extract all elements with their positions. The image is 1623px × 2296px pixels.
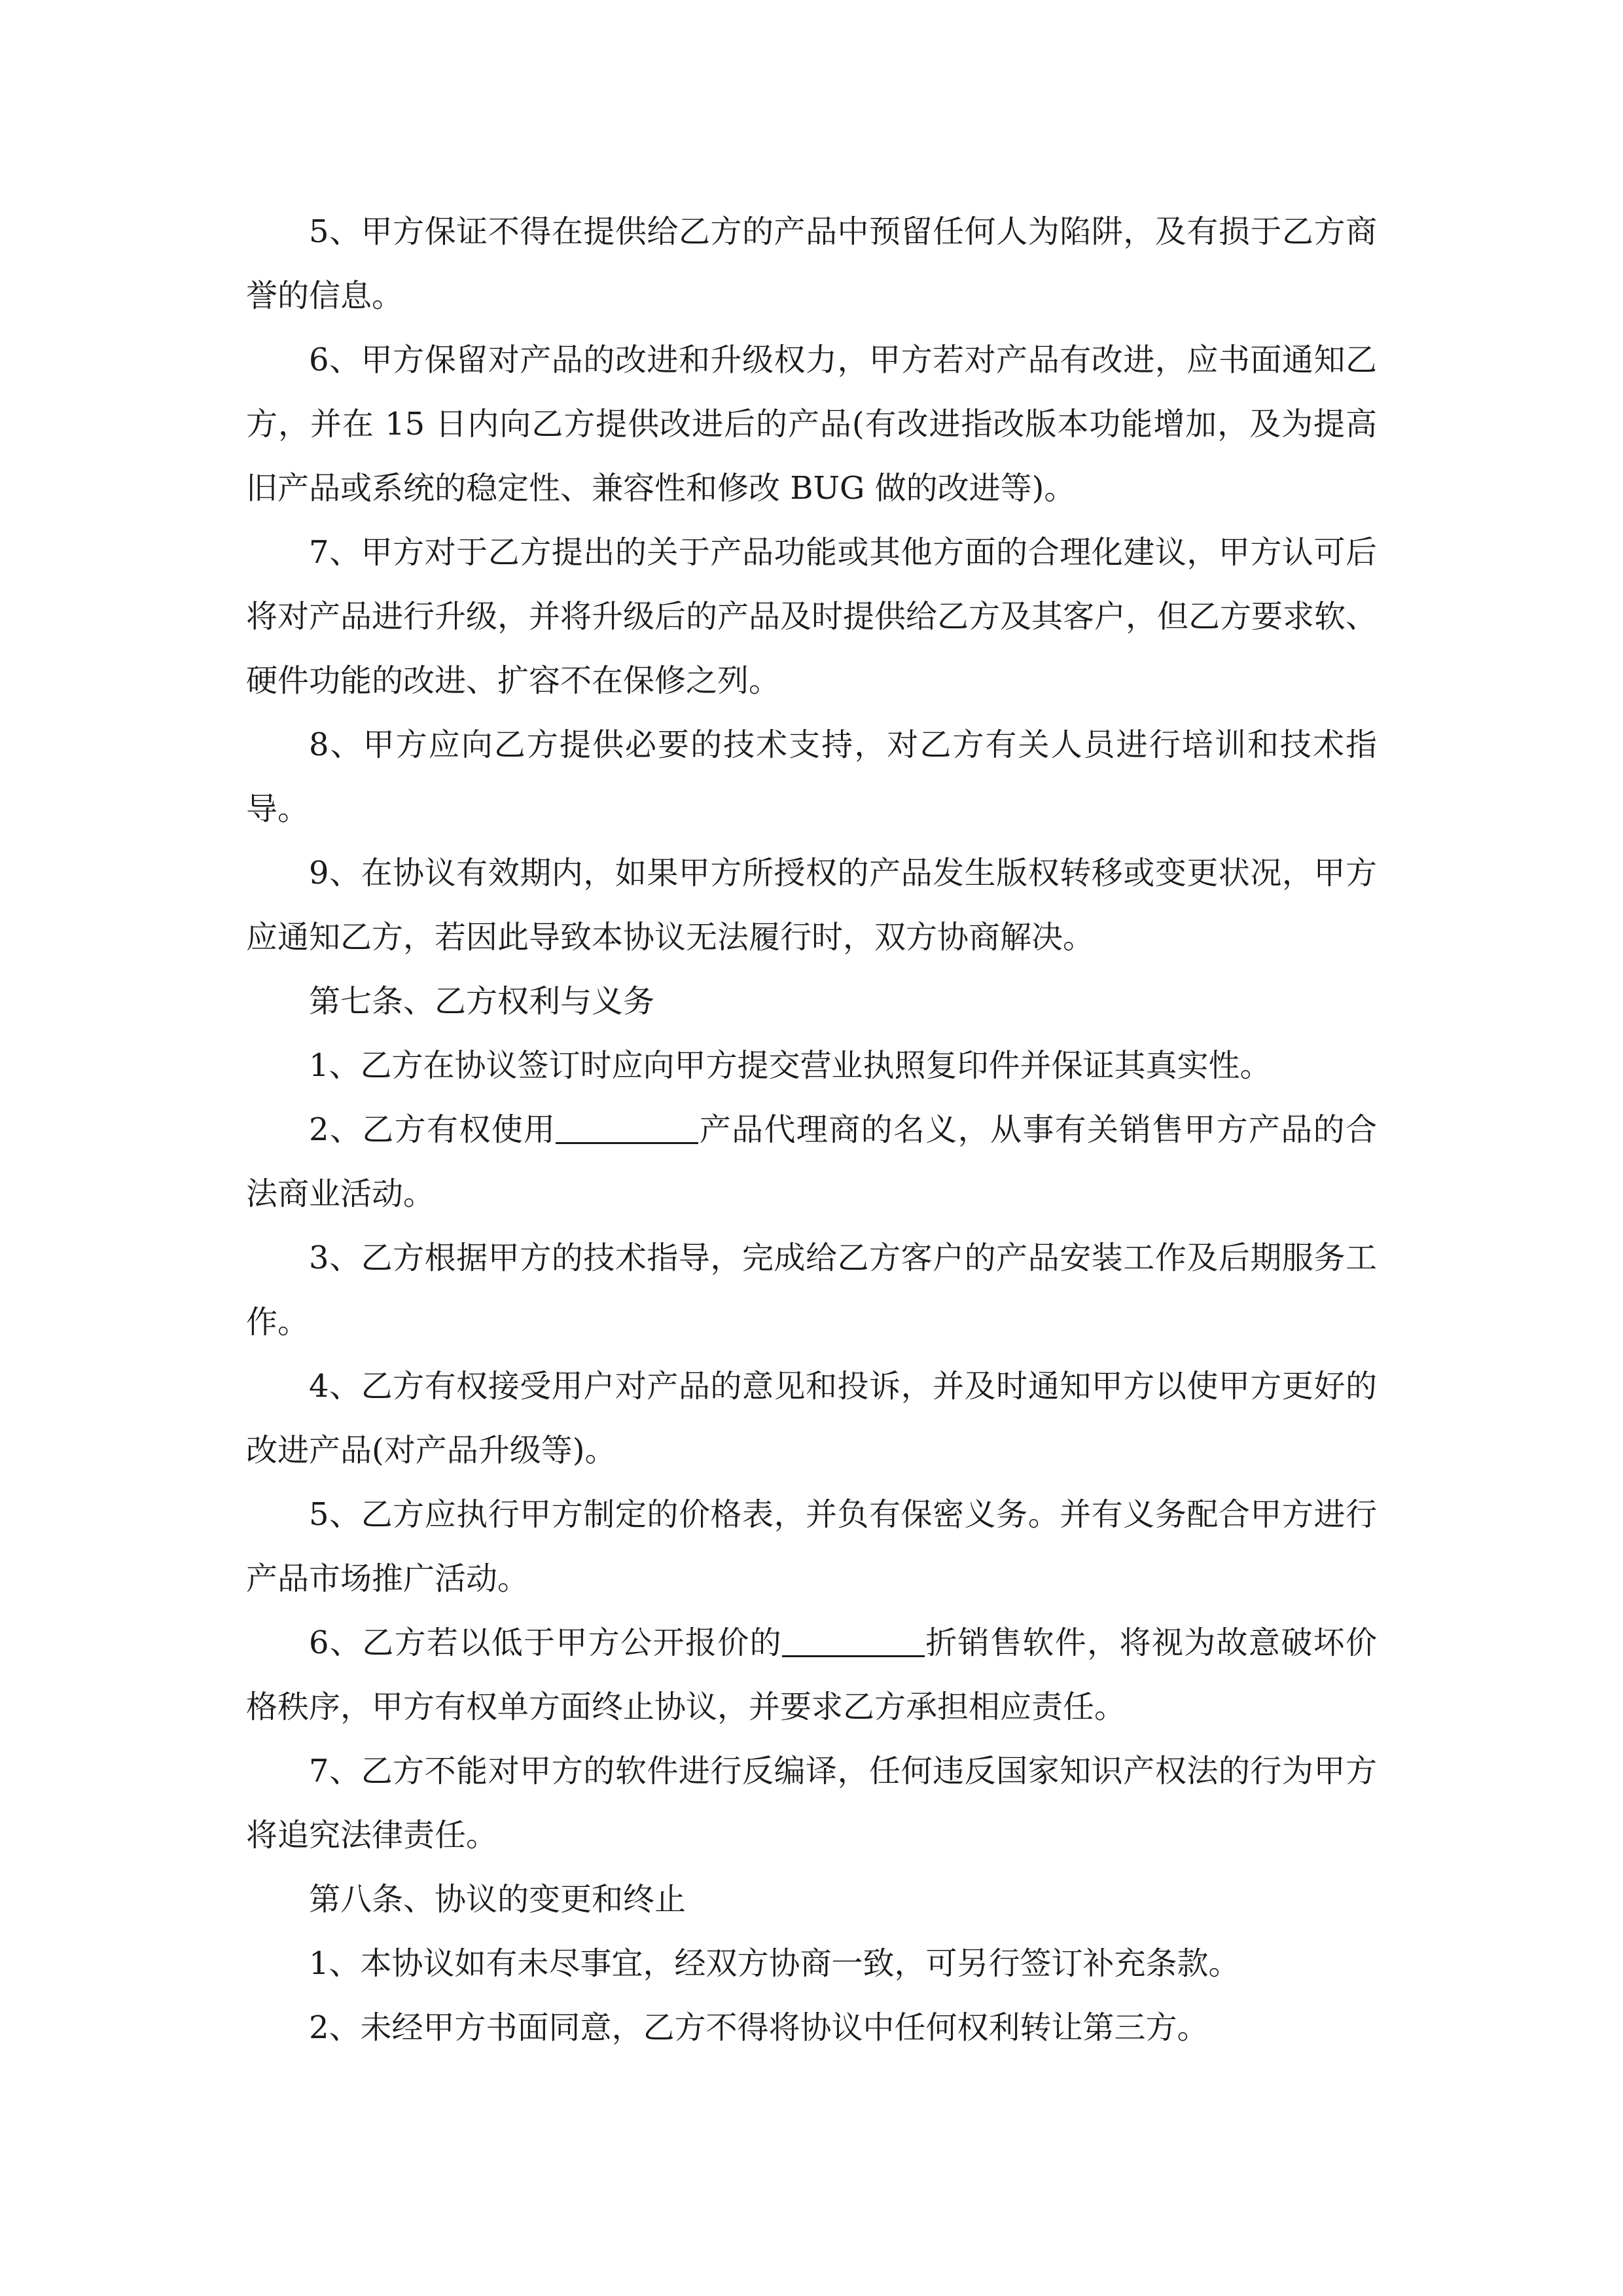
blank-fill-line <box>556 1111 698 1144</box>
blank-fill-line <box>782 1624 925 1657</box>
clause-party-b-2 <box>246 1098 1377 1226</box>
clause-party-a-8: 8、甲方应向乙方提供必要的技术支持，对乙方有关人员进行培训和技术指导。 <box>246 726 1377 827</box>
clause-party-b-6 <box>246 1611 1377 1739</box>
clause-party-b-1: 1、乙方在协议签订时应向甲方提交营业执照复印件并保证其真实性。 <box>309 1047 1272 1084</box>
clause-party-a-9: 9、在协议有效期内，如果甲方所授权的产品发生版权转移或变更状况，甲方应通知乙方，若因此导致本协议无法履行时，双方协商解决。 <box>246 855 1377 956</box>
clause-party-a-6: 6、甲方保留对产品的改进和升级权力，甲方若对产品有改进，应书面通知乙方，并在 15 日内向乙方提供改进后的产品(有改进指改版本功能增加，及为提高旧产品或系统的稳定性、兼容性和修改 BUG 做的改进等)。 <box>246 342 1377 507</box>
section-heading-article-7: 第七条、乙方权利与义务 <box>309 983 655 1020</box>
clause-party-b-6-text-before: 6、乙方若以低于甲方公开报价的 <box>309 1624 782 1661</box>
document-body <box>246 200 1377 2060</box>
clause-party-a-5: 5、甲方保证不得在提供给乙方的产品中预留任何人为陷阱，及有损于乙方商誉的信息。 <box>246 213 1377 314</box>
clause-change-2: 2、未经甲方书面同意，乙方不得将协议中任何权利转让第三方。 <box>309 2009 1209 2046</box>
clause-party-b-6-text-after: 折销售软件，将视为故意破坏价格秩序，甲方有权单方面终止协议，并要求乙方承担相应责任。 <box>246 1624 1377 1725</box>
clause-party-b-7: 7、乙方不能对甲方的软件进行反编译，任何违反国家知识产权法的行为甲方将追究法律责任。 <box>246 1753 1377 1854</box>
clause-party-b-4: 4、乙方有权接受用户对产品的意见和投诉，并及时通知甲方以使甲方更好的改进产品(对产品升级等)。 <box>246 1368 1377 1469</box>
section-heading-article-8: 第八条、协议的变更和终止 <box>309 1881 687 1918</box>
clause-change-1: 1、本协议如有未尽事宜，经双方协商一致，可另行签订补充条款。 <box>309 1945 1240 1982</box>
clause-party-b-2-text-before: 2、乙方有权使用 <box>309 1111 556 1148</box>
clause-party-b-5: 5、乙方应执行甲方制定的价格表，并负有保密义务。并有义务配合甲方进行产品市场推广活动。 <box>246 1496 1377 1597</box>
clause-party-a-7: 7、甲方对于乙方提出的关于产品功能或其他方面的合理化建议，甲方认可后将对产品进行升级，并将升级后的产品及时提供给乙方及其客户，但乙方要求软、硬件功能的改进、扩容不在保修之列。 <box>246 534 1378 699</box>
clause-party-b-2-text-after: 产品代理商的名义，从事有关销售甲方产品的合法商业活动。 <box>246 1111 1377 1212</box>
clause-party-b-3: 3、乙方根据甲方的技术指导，完成给乙方客户的产品安装工作及后期服务工作。 <box>246 1240 1377 1340</box>
